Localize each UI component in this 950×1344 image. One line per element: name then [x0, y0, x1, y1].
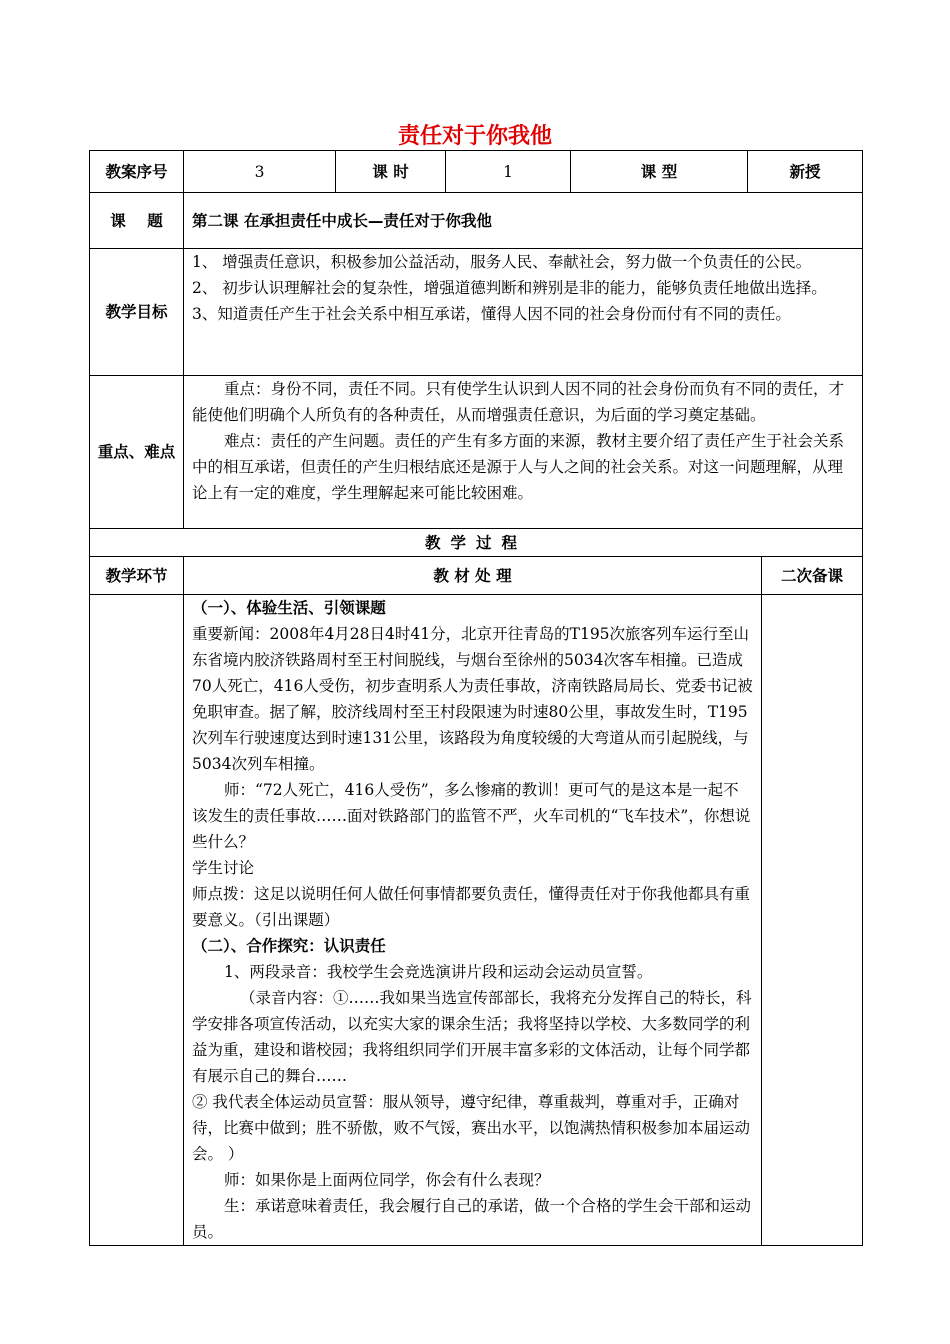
label-goals: 教学目标 [90, 249, 184, 376]
teacher-question: 师：如果你是上面两位同学，你会有什么表现？ [224, 1171, 550, 1189]
goals-row [90, 249, 863, 376]
important-point: 重点：身份不同，责任不同。只有使学生认识到人因不同的社会身份而负有不同的责任，才能使他们明确个人所负有的各种责任，从而增强责任意识，为后面的学习奠定基础。 [192, 380, 845, 424]
keypoints-cell [184, 376, 863, 529]
label-topic: 课 题 [90, 193, 184, 249]
process-columns-row [90, 557, 863, 595]
material-cell [184, 595, 762, 1246]
value-hours: 1 [446, 151, 571, 193]
label-seq: 教案序号 [90, 151, 184, 193]
notes-cell [762, 595, 863, 1246]
keypoints-row [90, 376, 863, 529]
goals-cell [184, 249, 863, 376]
process-heading: 教学过程 [90, 529, 863, 557]
topic-value: 第二课 在承担责任中成长—责任对于你我他 [184, 193, 863, 249]
col-notes: 二次备课 [762, 557, 863, 595]
recording-2: ② 我代表全体运动员宣誓：服从领导，遵守纪律，尊重裁判，尊重对手，正确对待，比赛中做到；胜不骄傲，败不气馁，赛出水平，以饱满热情积极参加本届运动会。 ） [192, 1093, 751, 1163]
teacher-paragraph: 师：“72人死亡，416人受伤”，多么惨痛的教训！更可气的是这本是一起不该发生的责任事故……面对铁路部门的监管不严，火车司机的“飞车技术”，你想说些什么？ [192, 781, 751, 851]
goal-item: 2、 初步认识理解社会的复杂性，增强道德判断和辨别是非的能力，能够负责任地做出选择。 [192, 279, 827, 297]
value-seq: 3 [184, 151, 336, 193]
student-answer: 生：承诺意味着责任，我会履行自己的承诺，做一个合格的学生会干部和运动员。 [192, 1197, 752, 1241]
difficult-point: 难点：责任的产生问题。责任的产生有多方面的来源，教材主要介绍了责任产生于社会关系中的相互承诺，但责任的产生归根结底还是源于人与人之间的社会关系。对这一问题理解，从理论上有一定的难度，学生理解起来可能比较困难。 [192, 432, 845, 502]
goal-item: 3、知道责任产生于社会关系中相互承诺，懂得人因不同的社会身份而付有不同的责任。 [192, 305, 791, 323]
section-title: （一）、体验生活、引领课题 [192, 599, 386, 617]
page-title: 责任对于你我他 [397, 124, 552, 149]
stage-cell [90, 595, 184, 1246]
label-hours: 课 时 [336, 151, 446, 193]
header-row [90, 151, 863, 193]
students-line: 学生讨论 [192, 859, 255, 877]
goal-item: 1、 增强责任意识，积极参加公益活动，服务人民、奉献社会，努力做一个负责任的公民。 [192, 253, 812, 271]
teacher-hint: 师点拨：这足以说明任何人做任何事情都要负责任，懂得责任对于你我他都具有重要意义。（引出课题） [192, 885, 751, 929]
process-body-row [90, 595, 863, 1246]
news-paragraph: 重要新闻：2008年4月28日4时41分，北京开往青岛的T195次旅客列车运行至山东省境内胶济铁路周村至王村间脱线，与烟台至徐州的5034次客车相撞。已造成70人死亡，416人受伤，初步查明系人为责任事故，济南铁路局局长、党委书记被免职审查。据了解，胶济线周村至王村段限速为时速80公里，事故发生时，T195次列车行驶速度达到时速131公里，该路段为角度较缓的大弯道从而引起脱线，与5034次列车相撞。 [192, 625, 753, 773]
section-title: （二）、合作探究：认识责任 [192, 937, 386, 955]
process-heading-row [90, 529, 863, 557]
value-type: 新授 [748, 151, 863, 193]
label-keypoints: 重点、难点 [90, 376, 184, 529]
col-stage: 教学环节 [90, 557, 184, 595]
recording-1: （录音内容：①……我如果当选宣传部部长，我将充分发挥自己的特长，科学安排各项宣传活动，以充实大家的课余生活；我将坚持以学校、大多数同学的利益为重，建设和谐校园；我将组织同学们开展丰富多彩的文体活动，让每个同学都有展示自己的舞台…… [192, 989, 752, 1085]
col-material: 教 材 处 理 [184, 557, 762, 595]
topic-row [90, 193, 863, 249]
label-type: 课 型 [571, 151, 748, 193]
lesson-plan-table [89, 150, 863, 1246]
recording-intro: 1、两段录音：我校学生会竞选演讲片段和运动会运动员宣誓。 [224, 963, 653, 981]
